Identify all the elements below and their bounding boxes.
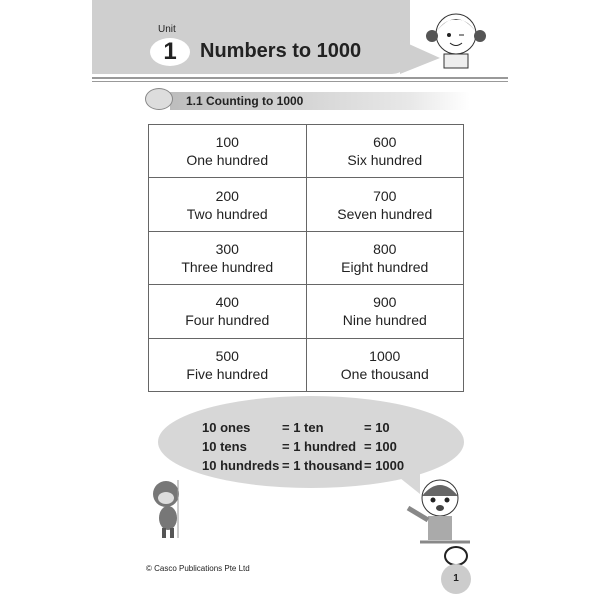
- page-number: 1: [441, 564, 471, 594]
- table-row: [149, 125, 464, 178]
- cell-number: 300: [215, 240, 239, 257]
- equation-line: 10 hundreds = 1 thousand= 1000: [202, 458, 405, 473]
- fish-icon: [145, 88, 173, 110]
- cell-number: 200: [215, 187, 239, 204]
- table-cell: [306, 178, 464, 231]
- table-cell: [149, 285, 307, 338]
- cell-number: 500: [215, 347, 239, 364]
- cell-number: 900: [373, 294, 397, 311]
- cell-number: 700: [373, 187, 397, 204]
- table-cell: [306, 285, 464, 338]
- cell-words: Four hundred: [185, 312, 270, 329]
- divider: [92, 81, 508, 82]
- table-row: [149, 338, 464, 391]
- cell-number: 100: [215, 134, 239, 151]
- equation-line: 10 tens = 1 hundred = 100: [202, 439, 397, 454]
- table-cell: [149, 125, 307, 178]
- divider: [92, 77, 508, 79]
- monkey-illustration: [148, 478, 193, 542]
- cell-words: Eight hundred: [341, 258, 429, 275]
- cell-number: 800: [373, 240, 397, 257]
- table-cell: [306, 338, 464, 391]
- page-title: Numbers to 1000: [200, 40, 362, 62]
- girl-illustration: [426, 8, 486, 70]
- cell-words: One hundred: [186, 152, 269, 169]
- equation-line: 10 ones = 1 ten = 10: [202, 420, 390, 435]
- unit-label: Unit: [158, 24, 176, 35]
- table-row: [149, 231, 464, 284]
- table-cell: [149, 338, 307, 391]
- cell-words: Six hundred: [347, 152, 423, 169]
- girl-waving-illustration: [400, 476, 470, 544]
- cell-words: One thousand: [340, 365, 429, 382]
- section-heading: 1.1 Counting to 1000: [170, 92, 470, 110]
- cell-number: 1000: [369, 347, 401, 364]
- copyright-notice: © Casco Publications Pte Ltd: [146, 564, 250, 573]
- place-value-equations: [202, 418, 414, 475]
- panda-icon: [444, 546, 468, 566]
- table-cell: [149, 231, 307, 284]
- table-row: [149, 178, 464, 231]
- table-row: [149, 285, 464, 338]
- cell-number: 400: [215, 294, 239, 311]
- cell-words: Three hundred: [181, 258, 274, 275]
- cell-words: Two hundred: [186, 205, 268, 222]
- table-cell: [306, 125, 464, 178]
- table-cell: [149, 178, 307, 231]
- table-cell: [306, 231, 464, 284]
- unit-number: 1: [150, 38, 190, 66]
- cell-words: Nine hundred: [342, 312, 427, 329]
- cell-number: 600: [373, 134, 397, 151]
- cell-words: Five hundred: [186, 365, 269, 382]
- cell-words: Seven hundred: [337, 205, 433, 222]
- numbers-table: [148, 124, 464, 392]
